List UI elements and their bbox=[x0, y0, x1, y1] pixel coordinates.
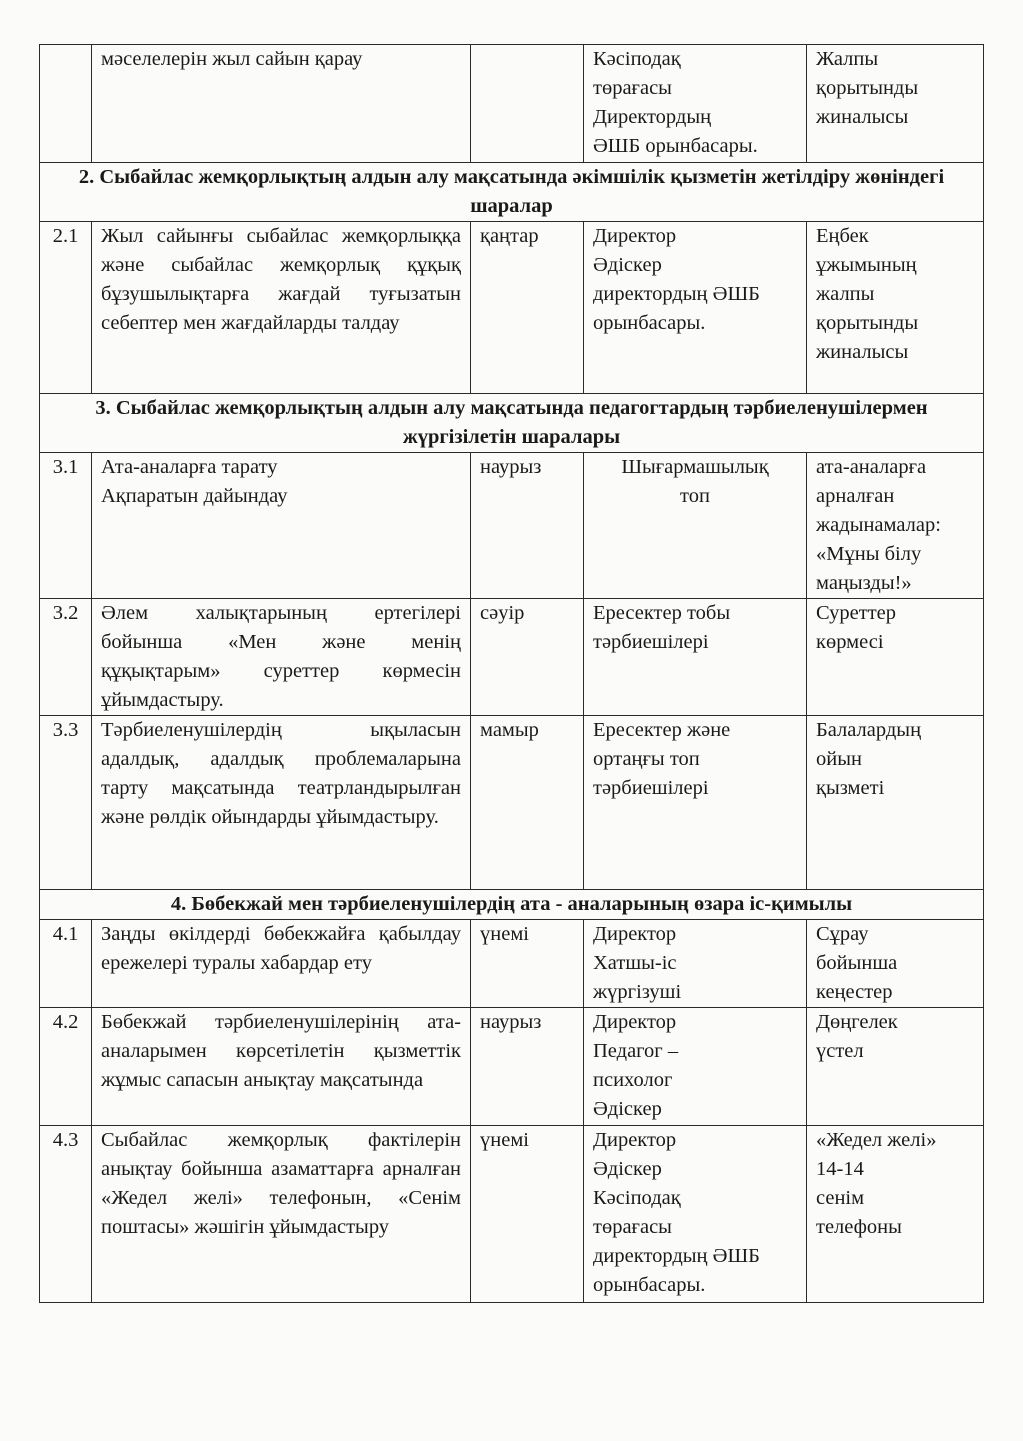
row-number: 4.3 bbox=[40, 1126, 92, 1303]
event-description: мәселелерін жыл сайын қарау bbox=[92, 45, 471, 163]
row-number: 2.1 bbox=[40, 222, 92, 394]
section-title: 2. Сыбайлас жемқорлықтың алдын алу мақсатында әкімшілік қызметін жетілдіру жөніндегі шаралар bbox=[40, 163, 984, 222]
event-description: Жыл сайынғы сыбайлас жемқорлыққа және сыбайлас жемқорлық құқық бұзушылықтарға жағдай туғызатын себептер мен жағдайларды талдау bbox=[92, 222, 471, 394]
event-description: Заңды өкілдерді бөбекжайға қабылдау ережелері туралы хабардар ету bbox=[92, 920, 471, 1008]
event-date: мамыр bbox=[471, 716, 584, 890]
result-cell: Жалпы қорытынды жиналысы bbox=[807, 45, 984, 163]
event-date: наурыз bbox=[471, 1008, 584, 1126]
result-cell: Еңбек ұжымының жалпы қорытынды жиналысы bbox=[807, 222, 984, 394]
row-number: 3.3 bbox=[40, 716, 92, 890]
result-cell: Сұрау бойынша кеңестер bbox=[807, 920, 984, 1008]
table-row bbox=[40, 1008, 984, 1126]
event-date bbox=[471, 45, 584, 163]
event-date: үнемі bbox=[471, 1126, 584, 1303]
table-row bbox=[40, 920, 984, 1008]
event-description: Тәрбиеленушілердің ықыласын адалдық, адалдық проблемаларына тарту мақсатында театрландырылған және рөлдік ойындарды ұйымдастыру. bbox=[92, 716, 471, 890]
result-cell: Суреттер көрмесі bbox=[807, 599, 984, 716]
event-description: Ата-аналарға тарату Ақпаратын дайындау bbox=[92, 453, 471, 599]
event-description: Бөбекжай тәрбиеленушілерінің ата-аналарымен көрсетілетін қызметтік жұмыс сапасын анықтау мақсатында bbox=[92, 1008, 471, 1126]
section-title: 4. Бөбекжай мен тәрбиеленушілердің ата - аналарының өзара іс-қимылы bbox=[40, 890, 984, 920]
result-cell: «Жедел желі» 14-14 сенім телефоны bbox=[807, 1126, 984, 1303]
responsible-cell: Директор Хатшы-іс жүргізуші bbox=[584, 920, 807, 1008]
table-row bbox=[40, 45, 984, 163]
action-plan-table bbox=[39, 44, 984, 1303]
responsible-cell: Директор Әдіскер директордың ӘШБ орынбасары. bbox=[584, 222, 807, 394]
section-header-row bbox=[40, 394, 984, 453]
event-description: Сыбайлас жемқорлық фактілерін анықтау бойынша азаматтарға арналған «Жедел желі» телефонын, «Сенім поштасы» жәшігін ұйымдастыру bbox=[92, 1126, 471, 1303]
result-cell: ата-аналарға арналған жадынамалар: «Мұны білу маңызды!» bbox=[807, 453, 984, 599]
event-date: қаңтар bbox=[471, 222, 584, 394]
responsible-cell: Директор Педагог – психолог Әдіскер bbox=[584, 1008, 807, 1126]
event-description: Әлем халықтарының ертегілері бойынша «Мен және менің құқықтарым» суреттер көрмесін ұйымдастыру. bbox=[92, 599, 471, 716]
row-number: 3.2 bbox=[40, 599, 92, 716]
responsible-cell: Кәсіподақ төрағасы Директордың ӘШБ орынбасары. bbox=[584, 45, 807, 163]
table-row bbox=[40, 716, 984, 890]
table-row bbox=[40, 453, 984, 599]
event-date: үнемі bbox=[471, 920, 584, 1008]
row-number bbox=[40, 45, 92, 163]
table-row bbox=[40, 599, 984, 716]
table-row bbox=[40, 1126, 984, 1303]
section-title: 3. Сыбайлас жемқорлықтың алдын алу мақсатында педагогтардың тәрбиеленушілермен жүргізілетін шаралары bbox=[40, 394, 984, 453]
row-number: 4.2 bbox=[40, 1008, 92, 1126]
section-header-row bbox=[40, 163, 984, 222]
section-header-row bbox=[40, 890, 984, 920]
event-date: сәуір bbox=[471, 599, 584, 716]
result-cell: Балалардың ойын қызметі bbox=[807, 716, 984, 890]
responsible-cell: Ересектер тобы тәрбиешілері bbox=[584, 599, 807, 716]
table-row bbox=[40, 222, 984, 394]
event-date: наурыз bbox=[471, 453, 584, 599]
result-cell: Дөңгелек үстел bbox=[807, 1008, 984, 1126]
responsible-cell: Ересектер және ортаңғы топ тәрбиешілері bbox=[584, 716, 807, 890]
responsible-cell: Шығармашылық топ bbox=[584, 453, 807, 599]
row-number: 4.1 bbox=[40, 920, 92, 1008]
responsible-cell: Директор Әдіскер Кәсіподақ төрағасы директордың ӘШБ орынбасары. bbox=[584, 1126, 807, 1303]
row-number: 3.1 bbox=[40, 453, 92, 599]
